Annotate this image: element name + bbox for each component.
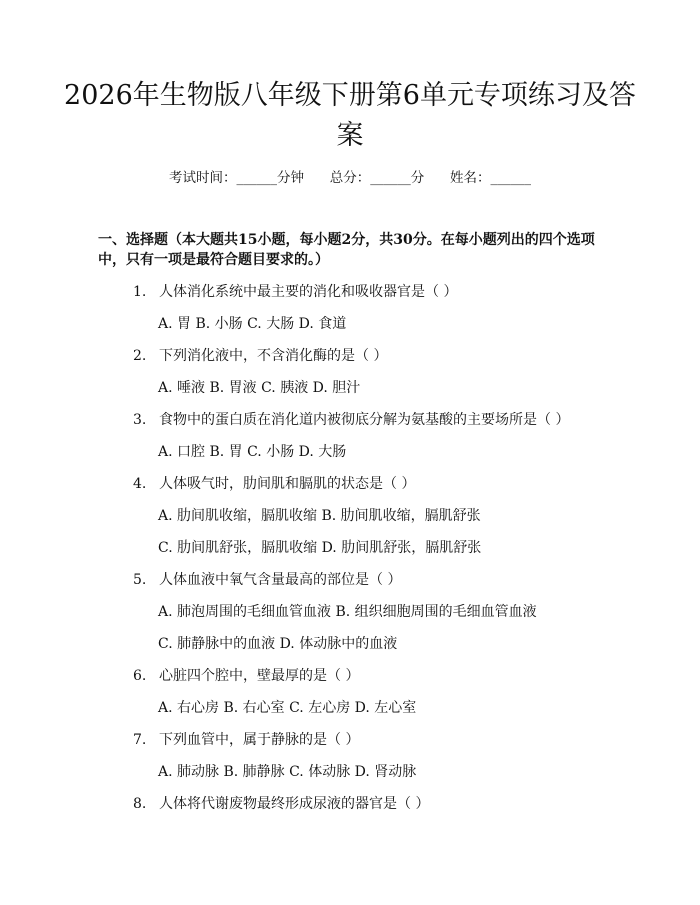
question-4 bbox=[133, 474, 633, 494]
question-6 bbox=[133, 666, 633, 686]
question-number: 4. bbox=[133, 476, 147, 492]
question-number: 7. bbox=[133, 732, 147, 748]
question-7 bbox=[133, 730, 633, 750]
question-4-options-line-1: A. 肋间肌收缩，膈肌收缩 B. 肋间肌收缩，膈肌舒张 bbox=[158, 508, 481, 524]
question-3 bbox=[133, 410, 633, 430]
section-heading: 一、选择题（本大题共15小题，每小题2分，共30分。在每小题列出的四个选项中，只有一项是最符合题目要求的。） bbox=[98, 232, 595, 268]
question-1-options: A. 胃 B. 小肠 C. 大肠 D. 食道 bbox=[158, 316, 347, 332]
question-number: 2. bbox=[133, 348, 147, 364]
question-5-options-line-2: C. 肺静脉中的血液 D. 体动脉中的血液 bbox=[158, 636, 398, 652]
question-text: 人体消化系统中最主要的消化和吸收器官是（ ） bbox=[159, 284, 458, 300]
question-number: 3. bbox=[133, 412, 147, 428]
document-title: 2026年生物版八年级下册第6单元专项练习及答案 bbox=[64, 80, 636, 151]
exam-info-line: 考试时间：______分钟 总分：______分 姓名：______ bbox=[169, 170, 531, 186]
question-text: 人体血液中氧气含量最高的部位是（ ） bbox=[159, 572, 402, 588]
question-5-options-line-1: A. 肺泡周围的毛细血管血液 B. 组织细胞周围的毛细血管血液 bbox=[158, 604, 537, 620]
question-3-options: A. 口腔 B. 胃 C. 小肠 D. 大肠 bbox=[158, 444, 347, 460]
question-text: 食物中的蛋白质在消化道内被彻底分解为氨基酸的主要场所是（ ） bbox=[159, 412, 570, 428]
question-1 bbox=[133, 282, 633, 302]
question-7-options: A. 肺动脉 B. 肺静脉 C. 体动脉 D. 肾动脉 bbox=[158, 764, 417, 780]
question-2 bbox=[133, 346, 633, 366]
question-8 bbox=[133, 794, 633, 814]
question-2-options: A. 唾液 B. 胃液 C. 胰液 D. 胆汁 bbox=[158, 380, 361, 396]
question-4-options-line-2: C. 肋间肌舒张，膈肌收缩 D. 肋间肌舒张，膈肌舒张 bbox=[158, 540, 482, 556]
question-number: 1. bbox=[133, 284, 147, 300]
question-5 bbox=[133, 570, 633, 590]
question-text: 人体吸气时，肋间肌和膈肌的状态是（ ） bbox=[159, 476, 416, 492]
question-number: 8. bbox=[133, 796, 147, 812]
question-text: 人体将代谢废物最终形成尿液的器官是（ ） bbox=[159, 796, 430, 812]
question-text: 下列血管中，属于静脉的是（ ） bbox=[159, 732, 360, 748]
question-number: 5. bbox=[133, 572, 147, 588]
question-text: 下列消化液中，不含消化酶的是（ ） bbox=[159, 348, 388, 364]
question-text: 心脏四个腔中，壁最厚的是（ ） bbox=[159, 668, 360, 684]
question-6-options: A. 右心房 B. 右心室 C. 左心房 D. 左心室 bbox=[158, 700, 417, 716]
question-number: 6. bbox=[133, 668, 147, 684]
